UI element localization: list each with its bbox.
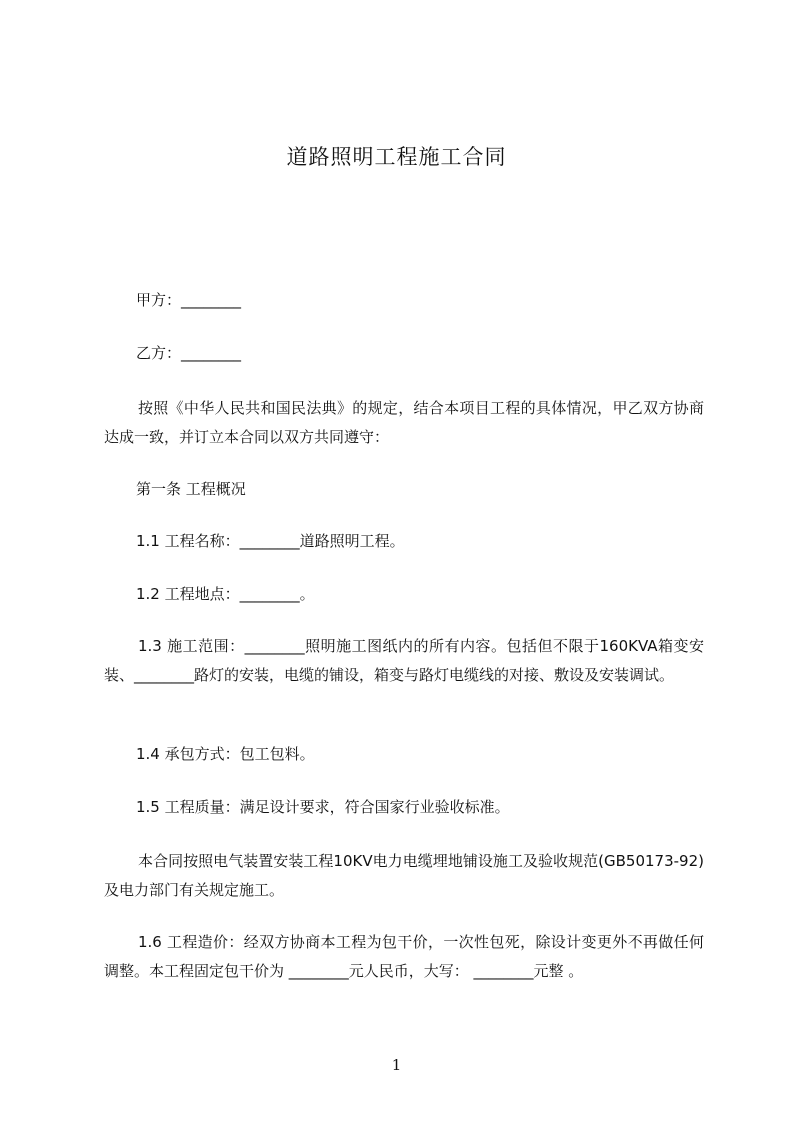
document-title: 道路照明工程施工合同	[286, 145, 507, 169]
standard-note-paragraph: 本合同按照电气装置安装工程10KV电力电缆埋地铺设施工及验收规范(GB50173-92)及电力部门有关规定施工。	[104, 852, 704, 899]
item-1-4: 1.4 承包方式：包工包料。	[136, 745, 315, 763]
item-1-1: 1.1 工程名称：________道路照明工程。	[136, 532, 405, 550]
preamble-paragraph: 按照《中华人民共和国民法典》的规定，结合本项目工程的具体情况，甲乙双方协商达成一致，并订立本合同以双方共同遵守：	[104, 399, 704, 446]
item-1-6: 1.6 工程造价：经双方协商本工程为包干价，一次性包死，除设计变更外不再做任何调整。本工程固定包干价为 ________元人民币，大写： ________元整 。	[104, 933, 704, 980]
article-1-heading: 第一条 工程概况	[136, 480, 246, 498]
page-number: 1	[391, 1056, 402, 1074]
party-a-line: 甲方：________	[136, 291, 242, 309]
item-1-2: 1.2 工程地点：________。	[136, 585, 315, 603]
item-1-5: 1.5 工程质量：满足设计要求，符合国家行业验收标准。	[136, 798, 510, 816]
item-1-3: 1.3 施工范围：________照明施工图纸内的所有内容。包括但不限于160KVA箱变安装、________路灯的安装，电缆的铺设，箱变与路灯电缆线的对接、敷设及安装调试。	[104, 637, 704, 684]
party-b-line: 乙方：________	[136, 344, 242, 362]
